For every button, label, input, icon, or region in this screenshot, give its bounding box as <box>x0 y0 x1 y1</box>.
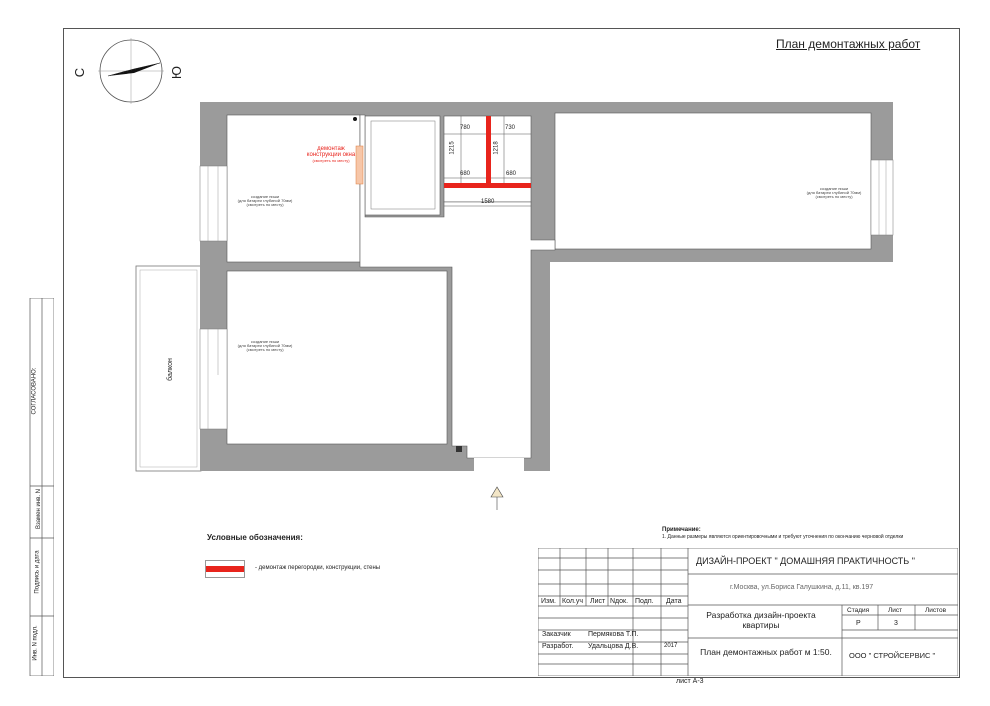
tb-header-ndok: Nдок. <box>610 598 629 605</box>
demolition-note-line: (смотреть по месту) <box>312 158 350 163</box>
dim-730: 730 <box>505 125 516 131</box>
stamp-sign-date: Подпись и дата <box>34 550 41 594</box>
note-title: Примечание: <box>662 527 701 533</box>
compass-north: С <box>72 67 88 78</box>
dim-780: 780 <box>460 125 471 131</box>
tb-dev-role: Разработ. <box>542 643 574 650</box>
dim-680-left: 680 <box>460 171 471 177</box>
niche-note-line: (смотреть по месту) <box>815 194 853 199</box>
tb-dev-name: Удальцова Д.В. <box>588 643 639 650</box>
compass-south: Ю <box>169 65 185 80</box>
niche-note-line: создание ниши <box>819 186 849 191</box>
niche-note-line: создание ниши <box>250 339 280 344</box>
tb-header-list: Лист <box>590 598 606 605</box>
tb-sheet-value: 3 <box>894 620 898 627</box>
stamp-inv-original: Инв. N подл. <box>32 625 39 661</box>
sheet-label-bottom: лист А-3 <box>676 678 704 685</box>
dim-680-right: 680 <box>506 171 517 177</box>
tb-project-title: ДИЗАЙН-ПРОЕКТ " ДОМАШНЯЯ ПРАКТИЧНОСТЬ " <box>696 556 915 566</box>
niche-note-line: создание ниши <box>250 194 280 199</box>
stamp-replace-inv: Взамен инв. N <box>36 488 43 530</box>
tb-address: г.Москва, ул.Бориса Галушкина, д.11, кв.197 <box>730 584 874 591</box>
tb-customer-role: Заказчик <box>542 631 571 638</box>
demolition-window-note <box>305 146 357 164</box>
tb-stage-value: Р <box>856 620 861 627</box>
legend-item-label: - демонтаж перегородки, конструкции, стены <box>255 565 381 571</box>
dim-1580: 1580 <box>481 199 495 205</box>
niche-note-room-3 <box>801 187 867 199</box>
tb-header-data: Дата <box>666 598 682 605</box>
niche-note-line: (смотреть по месту) <box>246 202 284 207</box>
demolition-note-line: конструкции окна <box>306 152 356 158</box>
tb-company: ООО " СТРОЙСЕРВИС " <box>849 651 936 660</box>
note-text: 1. Данные размеры являются ориентировочными и требуют уточнения по окончанию черновой отделки <box>662 534 904 540</box>
demolition-note-line: демонтаж <box>317 146 345 152</box>
dim-1215: 1215 <box>449 141 456 155</box>
legend-title: Условные обозначения: <box>207 533 303 542</box>
tb-sheets-label: Листов <box>925 607 947 614</box>
niche-note-line: (для батареи глубиной 70мм) <box>237 198 293 203</box>
dim-1218: 1218 <box>493 141 500 155</box>
niche-note-line: (смотреть по месту) <box>246 347 284 352</box>
tb-sheet-label: Лист <box>888 607 903 614</box>
tb-customer-name: Пермякова Т.П. <box>588 631 639 638</box>
side-stamp <box>28 298 52 676</box>
tb-year: 2017 <box>664 643 678 649</box>
tb-header-izm: Изм. <box>541 598 556 605</box>
tb-work-title: Разработка дизайн-проекта квартиры <box>706 610 816 630</box>
legend-swatch <box>205 560 245 578</box>
stamp-agreed: СОГЛАСОВАНО: <box>31 367 38 415</box>
niche-note-room-2 <box>232 340 298 352</box>
sheet-title: План демонтажных работ <box>776 37 921 51</box>
tb-drawing-title: План демонтажных работ м 1:50. <box>700 647 832 657</box>
niche-note-line: (для батареи глубиной 70мм) <box>806 190 862 195</box>
niche-note-line: (для батареи глубиной 70мм) <box>237 343 293 348</box>
tb-stage-label: Стадия <box>847 607 870 614</box>
niche-note-room-1 <box>232 195 298 207</box>
tb-header-koluch: Кол.уч <box>562 598 583 605</box>
balcony-label: балкон <box>166 358 174 381</box>
tb-header-podp: Подп. <box>635 598 654 605</box>
title-block <box>538 548 958 676</box>
